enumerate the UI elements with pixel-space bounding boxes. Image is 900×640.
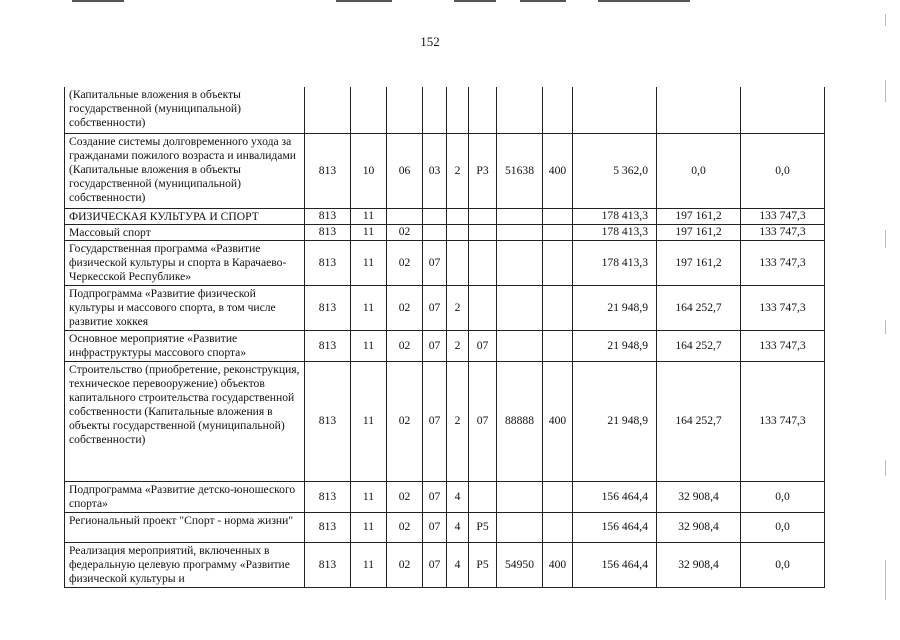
project-code-cell [469,240,497,285]
table-row [65,224,825,240]
table-row [65,133,825,208]
ministry-code-cell: 813 [305,481,351,512]
scan-edge-mark [885,560,886,600]
subsection-code-cell: 02 [387,224,423,240]
project-code-cell: P3 [469,133,497,208]
project-code-cell: P5 [469,512,497,542]
row-name-cell: Создание системы долговременного ухода за гражданами пожилого возраста и инвалидами (Капитальные вложения в объекты государственной (муниципальной) собственности) [65,133,305,208]
amount-year2-cell: 32 908,4 [657,481,741,512]
subsection-code-cell: 02 [387,240,423,285]
row-name-cell: Строительство (приобретение, реконструкция, техническое перевооружение) объектов капитального строительства государственной собственности (Капитальные вложения в объекты государственной (муниципальной) собственности) [65,361,305,481]
section-code-cell: 11 [351,285,387,330]
section-code-cell: 11 [351,330,387,361]
amount-year3-cell: 133 747,3 [741,330,825,361]
row-name-cell: Подпрограмма «Развитие физической культуры и массового спорта, в том числе развитие хоккея [65,285,305,330]
row-name-cell: ФИЗИЧЕСКАЯ КУЛЬТУРА И СПОРТ [65,208,305,224]
section-code-cell: 11 [351,361,387,481]
subsection-code-cell: 02 [387,361,423,481]
ministry-code-cell: 813 [305,512,351,542]
scan-edge-mark [885,460,886,476]
amount-year1-cell: 21 948,9 [573,330,657,361]
program-code-cell: 07 [423,512,447,542]
row-name-cell: Государственная программа «Развитие физической культуры и спорта в Карачаево-Черкесской Республике» [65,240,305,285]
amount-year2-cell: 197 161,2 [657,208,741,224]
subsection-code-cell: 06 [387,133,423,208]
section-code-cell: 11 [351,542,387,587]
table-row [65,87,825,133]
amount-year3-cell: 0,0 [741,542,825,587]
project-code-cell [469,285,497,330]
ministry-code-cell: 813 [305,240,351,285]
amount-year2-cell: 164 252,7 [657,330,741,361]
expense-type-cell: 400 [543,542,573,587]
section-code-cell: 10 [351,133,387,208]
subprogram-code-cell: 2 [447,330,469,361]
ministry-code-cell: 813 [305,133,351,208]
scan-edge-mark [885,320,886,334]
amount-year3-cell: 133 747,3 [741,240,825,285]
section-code-cell: 11 [351,240,387,285]
amount-year3-cell: 133 747,3 [741,361,825,481]
row-name-cell: Массовый спорт [65,224,305,240]
target-item-code-cell [497,330,543,361]
target-item-code-cell [497,512,543,542]
project-code-cell: P5 [469,542,497,587]
ministry-code-cell: 813 [305,285,351,330]
target-item-code-cell [497,224,543,240]
subsection-code-cell: 02 [387,512,423,542]
row-name-cell: Региональный проект "Спорт - норма жизни" [65,512,305,542]
amount-year2-cell: 32 908,4 [657,512,741,542]
table-row [65,542,825,587]
amount-year1-cell: 178 413,3 [573,208,657,224]
subprogram-code-cell [447,224,469,240]
subsection-code-cell: 02 [387,285,423,330]
expense-type-cell [543,240,573,285]
amount-year1-cell [573,87,657,133]
program-code-cell: 07 [423,542,447,587]
amount-year1-cell: 21 948,9 [573,285,657,330]
subsection-code-cell [387,87,423,133]
expense-type-cell: 400 [543,133,573,208]
scan-edge-mark [885,80,886,102]
program-code-cell [423,208,447,224]
amount-year2-cell: 0,0 [657,133,741,208]
subprogram-code-cell: 2 [447,285,469,330]
target-item-code-cell: 88888 [497,361,543,481]
scan-edge-mark [885,14,886,26]
project-code-cell: 07 [469,361,497,481]
target-item-code-cell: 54950 [497,542,543,587]
subsection-code-cell [387,208,423,224]
ministry-code-cell [305,87,351,133]
project-code-cell [469,481,497,512]
target-item-code-cell [497,481,543,512]
expense-type-cell [543,481,573,512]
project-code-cell [469,87,497,133]
table-row [65,208,825,224]
section-code-cell: 11 [351,481,387,512]
expense-type-cell [543,208,573,224]
subsection-code-cell: 02 [387,481,423,512]
ministry-code-cell: 813 [305,208,351,224]
program-code-cell: 07 [423,285,447,330]
table-row [65,512,825,542]
amount-year3-cell: 0,0 [741,512,825,542]
subprogram-code-cell: 2 [447,361,469,481]
ministry-code-cell: 813 [305,542,351,587]
expense-type-cell [543,224,573,240]
amount-year2-cell: 164 252,7 [657,361,741,481]
table-row [65,481,825,512]
section-code-cell: 11 [351,512,387,542]
amount-year1-cell: 178 413,3 [573,224,657,240]
amount-year1-cell: 156 464,4 [573,481,657,512]
scan-edge-mark [885,230,886,248]
row-name-cell: Основное мероприятие «Развитие инфраструктуры массового спорта» [65,330,305,361]
program-code-cell [423,224,447,240]
expense-type-cell [543,285,573,330]
table-row [65,240,825,285]
row-name-cell: (Капитальные вложения в объекты государственной (муниципальной) собственности) [65,87,305,133]
program-code-cell: 07 [423,240,447,285]
ministry-code-cell: 813 [305,224,351,240]
program-code-cell: 07 [423,330,447,361]
amount-year1-cell: 178 413,3 [573,240,657,285]
project-code-cell [469,224,497,240]
amount-year2-cell: 164 252,7 [657,285,741,330]
expense-type-cell [543,512,573,542]
program-code-cell: 07 [423,361,447,481]
program-code-cell [423,87,447,133]
project-code-cell: 07 [469,330,497,361]
budget-table [64,87,825,588]
subprogram-code-cell: 4 [447,512,469,542]
program-code-cell: 03 [423,133,447,208]
ministry-code-cell: 813 [305,361,351,481]
subprogram-code-cell: 4 [447,542,469,587]
amount-year2-cell: 197 161,2 [657,240,741,285]
subprogram-code-cell [447,87,469,133]
amount-year3-cell: 133 747,3 [741,224,825,240]
amount-year2-cell: 32 908,4 [657,542,741,587]
section-code-cell [351,87,387,133]
page-number: 152 [420,34,440,49]
subprogram-code-cell: 2 [447,133,469,208]
subprogram-code-cell: 4 [447,481,469,512]
amount-year2-cell: 197 161,2 [657,224,741,240]
target-item-code-cell: 51638 [497,133,543,208]
table-row [65,285,825,330]
expense-type-cell: 400 [543,361,573,481]
row-name-cell: Реализация мероприятий, включенных в федеральную целевую программу «Развитие физической культуры и [65,542,305,587]
subsection-code-cell: 02 [387,330,423,361]
subprogram-code-cell [447,208,469,224]
subsection-code-cell: 02 [387,542,423,587]
expense-type-cell [543,87,573,133]
amount-year3-cell: 0,0 [741,481,825,512]
row-name-cell: Подпрограмма «Развитие детско-юношеского спорта» [65,481,305,512]
section-code-cell: 11 [351,224,387,240]
project-code-cell [469,208,497,224]
amount-year1-cell: 21 948,9 [573,361,657,481]
amount-year1-cell: 156 464,4 [573,512,657,542]
target-item-code-cell [497,285,543,330]
section-code-cell: 11 [351,208,387,224]
target-item-code-cell [497,240,543,285]
expense-type-cell [543,330,573,361]
amount-year3-cell [741,87,825,133]
amount-year2-cell [657,87,741,133]
target-item-code-cell [497,87,543,133]
target-item-code-cell [497,208,543,224]
amount-year3-cell: 133 747,3 [741,208,825,224]
cropped-top-edge [0,0,900,4]
table-row [65,361,825,481]
subprogram-code-cell [447,240,469,285]
table-row [65,330,825,361]
program-code-cell: 07 [423,481,447,512]
amount-year3-cell: 133 747,3 [741,285,825,330]
amount-year3-cell: 0,0 [741,133,825,208]
ministry-code-cell: 813 [305,330,351,361]
amount-year1-cell: 5 362,0 [573,133,657,208]
amount-year1-cell: 156 464,4 [573,542,657,587]
